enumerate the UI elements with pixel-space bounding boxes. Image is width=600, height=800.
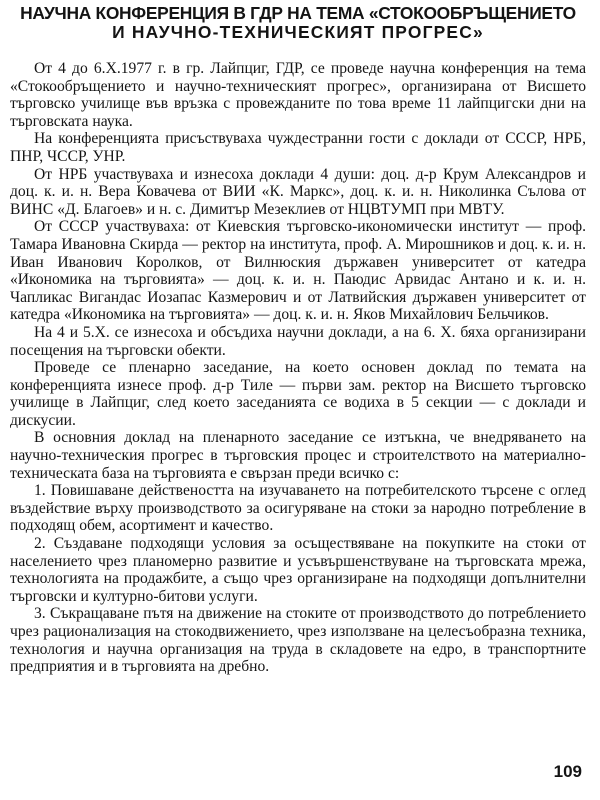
paragraph-schedule: На 4 и 5.Х. се изнесоха и обсъдиха научни доклади, а на 6. Х. бяха организирани посещения на търговски обекти. (10, 323, 586, 359)
paragraph-guests: На конференцията присъствуваха чуждестранни гости с доклади от СССР, НРБ, ПНР, ЧССР, УНР. (10, 130, 586, 165)
paragraph-main-report: В основния доклад на пленарното заседание се изтъкна, че внедряването на научно-техническия прогрес в търговския процес и строителството на материално-техническата база на търговията е свързан преди всичко с: (10, 429, 586, 482)
paragraph-nrb-participants: От НРБ участвуваха и изнесоха доклади 4 души: доц. д-р Крум Александров и доц. к. и. н. Вера Ковачева от ВИИ «К. Маркс», доц. к. и. н. Николинка Сълова от ВИНС «Д. Благоев» и н. с. Димитър Мезеклиев от НЦВТУМП при МВТУ. (10, 165, 586, 218)
article-title (10, 4, 586, 42)
paragraph-plenary: Проведе се пленарно заседание, на което основен доклад по темата на конференцията изнесе проф. д-р Тиле — първи зам. ректор на Висшето търговско училище в Лайпциг, след което заседанията се водиха в 5 секции — с доклади и дискусии. (10, 359, 586, 429)
paragraph-ussr-participants: От СССР участвуваха: от Киевския търговско-икономически институт — проф. Тамара Ивановна Скирда — ректор на института, проф. А. Мирошников и доц. к. и. н. Иван Иванович Королков, от Вилнюския държавен университет от катедра «Икономика на търговията» — доц. к. и. н. Паюдис Арвидас Антано и к. и. н. Чапликас Вигандас Иозапас Казмерович и от Латвийския държавен университет от катедра «Икономика на търговията» — доц. к. и. н. Яков Михайлович Бельчиков. (10, 218, 586, 324)
list-item-1: 1. Повишаване действеността на изучаването на потребителското търсене с оглед въздействие върху производството за осигуряване на стоки за народно потребление в подходящ обем, асортимент и качество. (10, 482, 586, 535)
page-number: 109 (553, 762, 582, 781)
paragraph-intro: От 4 до 6.Х.1977 г. в гр. Лайпциг, ГДР, се проведе научна конференция на тема «Стокообръщението и научно-техническият прогрес», организирана от Висшето търговско училище във връзка с провежданите по това време 11 лайпцигски дни на търговската наука. (10, 60, 586, 130)
title-line-1: НАУЧНА КОНФЕРЕНЦИЯ В ГДР НА ТЕМА «СТОКООБРЪЩЕНИЕТО (20, 3, 576, 23)
title-line-2: И НАУЧНО-ТЕХНИЧЕСКИЯТ ПРОГРЕС» (112, 22, 484, 42)
list-item-3: 3. Съкращаване пътя на движение на стоките от производството до потреблението чрез рационализация на стокодвижението, чрез използване на целесъобразна техника, технология и научна организация на труда в складовете на едро, в транспортните предприятия и в търговията на дребно. (10, 605, 586, 676)
list-item-2: 2. Създаване подходящи условия за осъществяване на покупките на стоки от населението чрез планомерно развитие и усъвършенствуване на търговската мрежа, технологията на продажбите, а също чрез организиране на подходящи допълнителни търговски и културно-битови услуги. (10, 535, 586, 605)
